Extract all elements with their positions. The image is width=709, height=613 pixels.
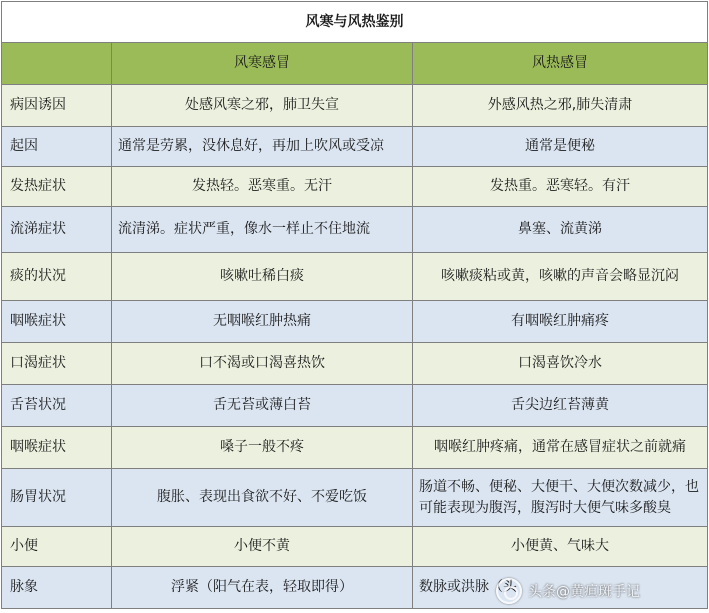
watermark-text: 头条@黄疸斑手记 [528,584,640,600]
cold-cell: 无咽喉红肿热痛 [112,301,413,343]
heat-cell: 肠道不畅、便秘、大便干、大便次数减少，也可能表现为腹泻，腹泻时大便气味多酸臭 [413,469,708,527]
comparison-table [1,1,708,609]
heat-cell: 有咽喉红肿痛疼 [413,301,708,343]
cold-cell: 处感风寒之邪，肺卫失宣 [112,85,413,127]
table-row [2,127,708,167]
table-row [2,253,708,301]
heat-cell: 鼻塞、流黄涕 [413,207,708,253]
table-row [2,85,708,127]
table-row [2,343,708,385]
heat-cell: 口渴喜饮冷水 [413,343,708,385]
heat-cell: 咽喉红肿疼痛，通常在感冒症状之前就痛 [413,427,708,469]
heat-cell: 通常是便秘 [413,127,708,167]
header-row [2,43,708,85]
heat-cell: 小便黄、气味大 [413,527,708,567]
table-row [2,207,708,253]
cold-cell: 小便不黄 [112,527,413,567]
table-row [2,469,708,527]
row-label: 痰的状况 [2,253,112,301]
header-blank-cell [2,43,112,85]
row-label: 肠胃状况 [2,469,112,527]
row-label: 脉象 [2,567,112,609]
cold-cell: 舌无苔或薄白苔 [112,385,413,427]
table-title: 风寒与风热鉴别 [2,2,708,43]
row-label: 舌苔状况 [2,385,112,427]
cold-cell: 腹胀、表现出食欲不好、不爱吃饭 [112,469,413,527]
table-row [2,301,708,343]
header-wind-cold: 风寒感冒 [112,43,413,85]
row-label: 流涕症状 [2,207,112,253]
table-row [2,167,708,207]
cold-cell: 流清涕。症状严重，像水一样止不住地流 [112,207,413,253]
comparison-sheet [1,1,707,612]
watermark-logo-icon [496,578,522,604]
header-wind-heat: 风热感冒 [413,43,708,85]
cold-cell: 通常是劳累，没休息好，再加上吹风或受凉 [112,127,413,167]
row-label: 小便 [2,527,112,567]
watermark [496,574,640,608]
title-row [2,2,708,43]
heat-cell: 外感风热之邪,肺失清肃 [413,85,708,127]
cold-cell: 嗓子一般不疼 [112,427,413,469]
heat-cell: 数脉或洪脉（头 [413,567,708,609]
heat-cell: 发热重。恶寒轻。有汗 [413,167,708,207]
cold-cell: 发热轻。恶寒重。无汗 [112,167,413,207]
table-row [2,427,708,469]
row-label: 病因诱因 [2,85,112,127]
table-row [2,385,708,427]
cold-cell: 浮紧（阳气在表，轻取即得） [112,567,413,609]
row-label: 咽喉症状 [2,301,112,343]
heat-cell: 舌尖边红苔薄黄 [413,385,708,427]
cold-cell: 口不渴或口渴喜热饮 [112,343,413,385]
row-label: 咽喉症状 [2,427,112,469]
row-label: 起因 [2,127,112,167]
cold-cell: 咳嗽吐稀白痰 [112,253,413,301]
heat-cell: 咳嗽痰粘或黄，咳嗽的声音会略显沉闷 [413,253,708,301]
row-label: 发热症状 [2,167,112,207]
table-row [2,527,708,567]
row-label: 口渴症状 [2,343,112,385]
